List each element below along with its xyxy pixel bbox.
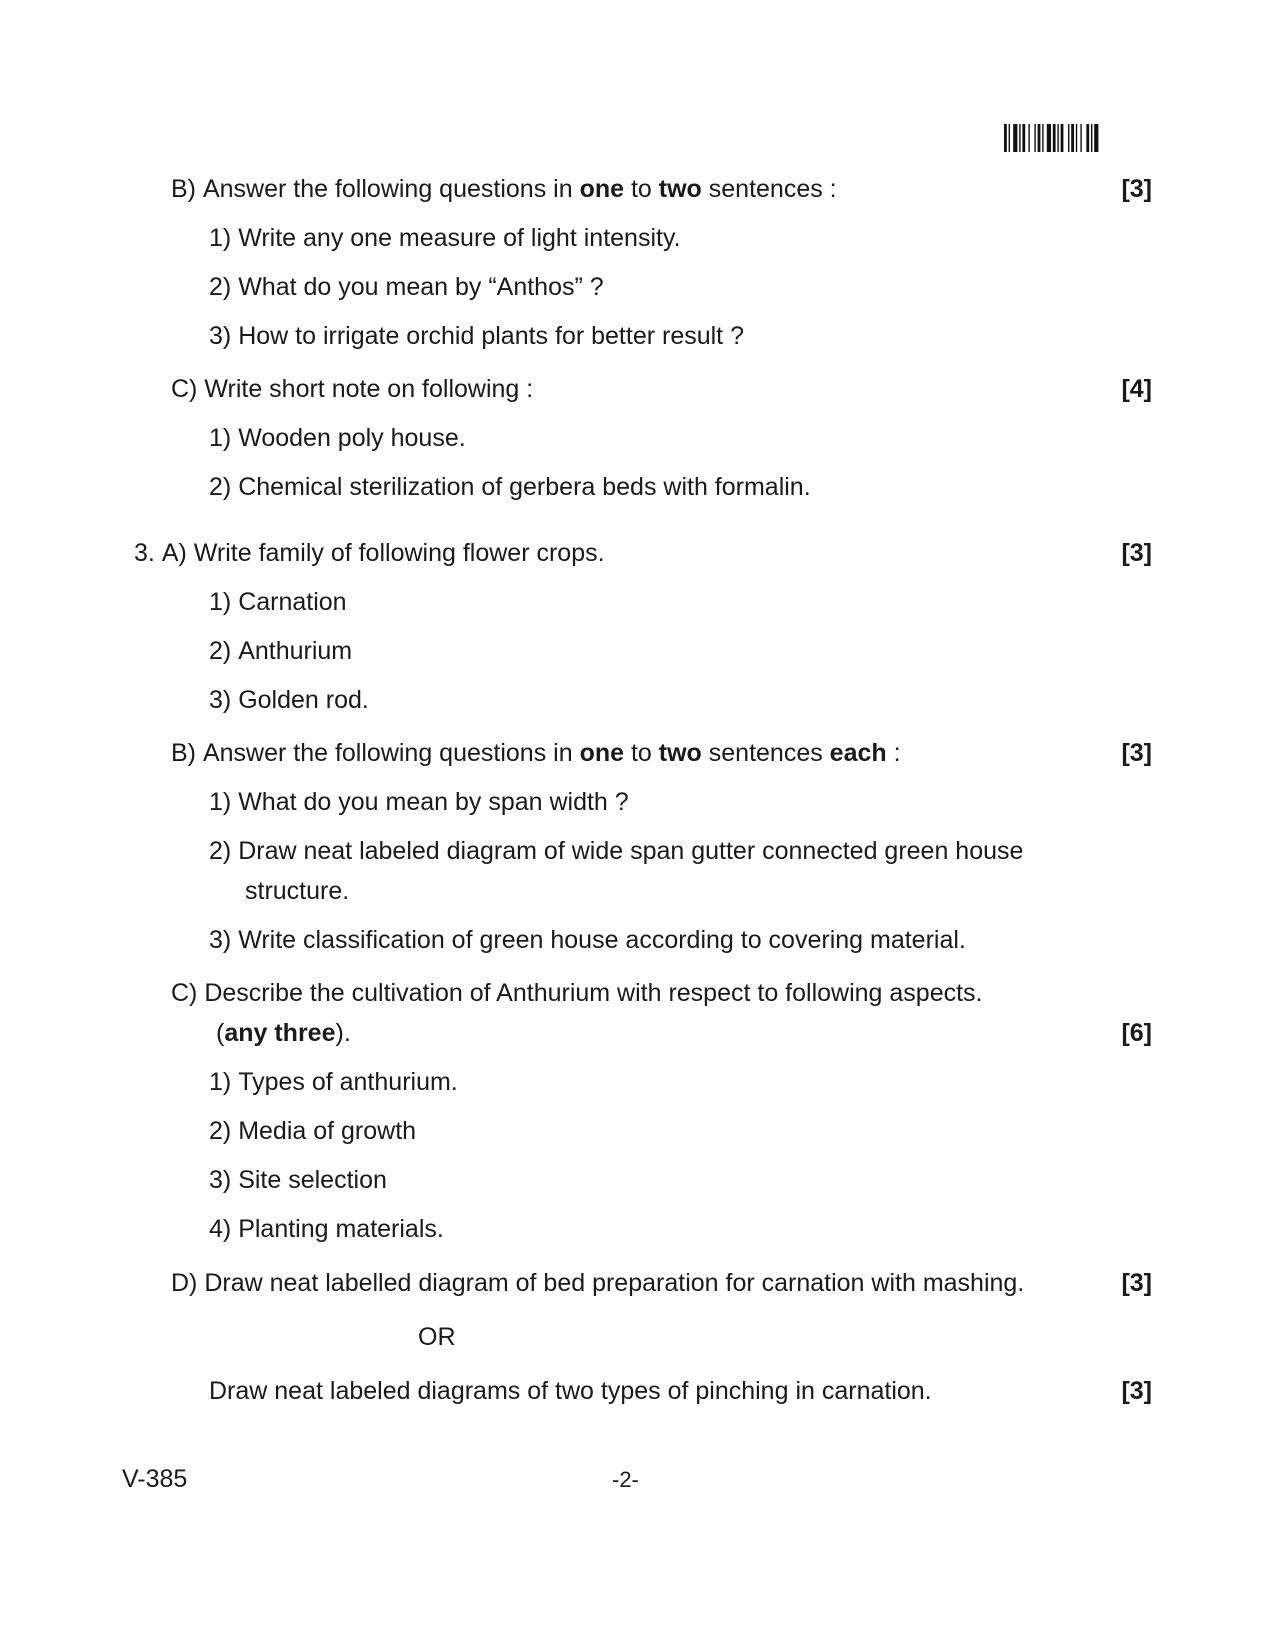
question-item: 2) Media of growth	[209, 1117, 417, 1145]
question-item: 1) Carnation	[209, 588, 347, 616]
question-item: 1) Types of anthurium.	[209, 1068, 458, 1096]
page-number: -2-	[612, 1467, 639, 1492]
question-item: 2) Draw neat labeled diagram of wide span gutter connected green house	[209, 837, 1024, 865]
question-3b-instruction: B) Answer the following questions in one to two sentences each :	[171, 739, 901, 767]
section-2c-instruction: C) Write short note on following :	[171, 375, 534, 403]
question-item: 1) Write any one measure of light intensity.	[209, 224, 681, 252]
section-2b-instruction: B) Answer the following questions in one to two sentences :	[171, 175, 837, 203]
marks-badge: [3]	[1121, 1269, 1152, 1297]
marks-badge: [3]	[1121, 539, 1152, 567]
question-item-continuation: structure.	[245, 877, 350, 905]
marks-badge: [3]	[1121, 1377, 1152, 1405]
question-item: 1) Wooden poly house.	[209, 424, 466, 452]
marks-badge: [3]	[1121, 175, 1152, 203]
question-item: 1) What do you mean by span width ?	[209, 788, 629, 816]
question-item: 2) Chemical sterilization of gerbera beds with formalin.	[209, 473, 811, 501]
question-item: 3) Golden rod.	[209, 686, 369, 714]
barcode-icon	[1004, 124, 1144, 152]
question-item: 3) Site selection	[209, 1166, 387, 1194]
question-3c-qualifier: (any three).	[216, 1019, 351, 1047]
question-item: 2) Anthurium	[209, 637, 353, 665]
paper-code: V-385	[122, 1465, 188, 1493]
question-3d-alternative: Draw neat labeled diagrams of two types of pinching in carnation.	[209, 1377, 932, 1405]
marks-badge: [4]	[1121, 375, 1152, 403]
question-item: 3) Write classification of green house according to covering material.	[209, 926, 966, 954]
question-3a-instruction: 3. A) Write family of following flower crops.	[134, 539, 605, 567]
question-item: 2) What do you mean by “Anthos” ?	[209, 273, 604, 301]
question-item: 4) Planting materials.	[209, 1215, 444, 1243]
marks-badge: [3]	[1121, 739, 1152, 767]
question-item: 3) How to irrigate orchid plants for better result ?	[209, 322, 744, 350]
question-3d-instruction: D) Draw neat labelled diagram of bed preparation for carnation with mashing.	[171, 1269, 1025, 1297]
question-3c-instruction: C) Describe the cultivation of Anthurium with respect to following aspects.	[171, 979, 983, 1007]
or-separator: OR	[418, 1323, 456, 1351]
marks-badge: [6]	[1121, 1019, 1152, 1047]
